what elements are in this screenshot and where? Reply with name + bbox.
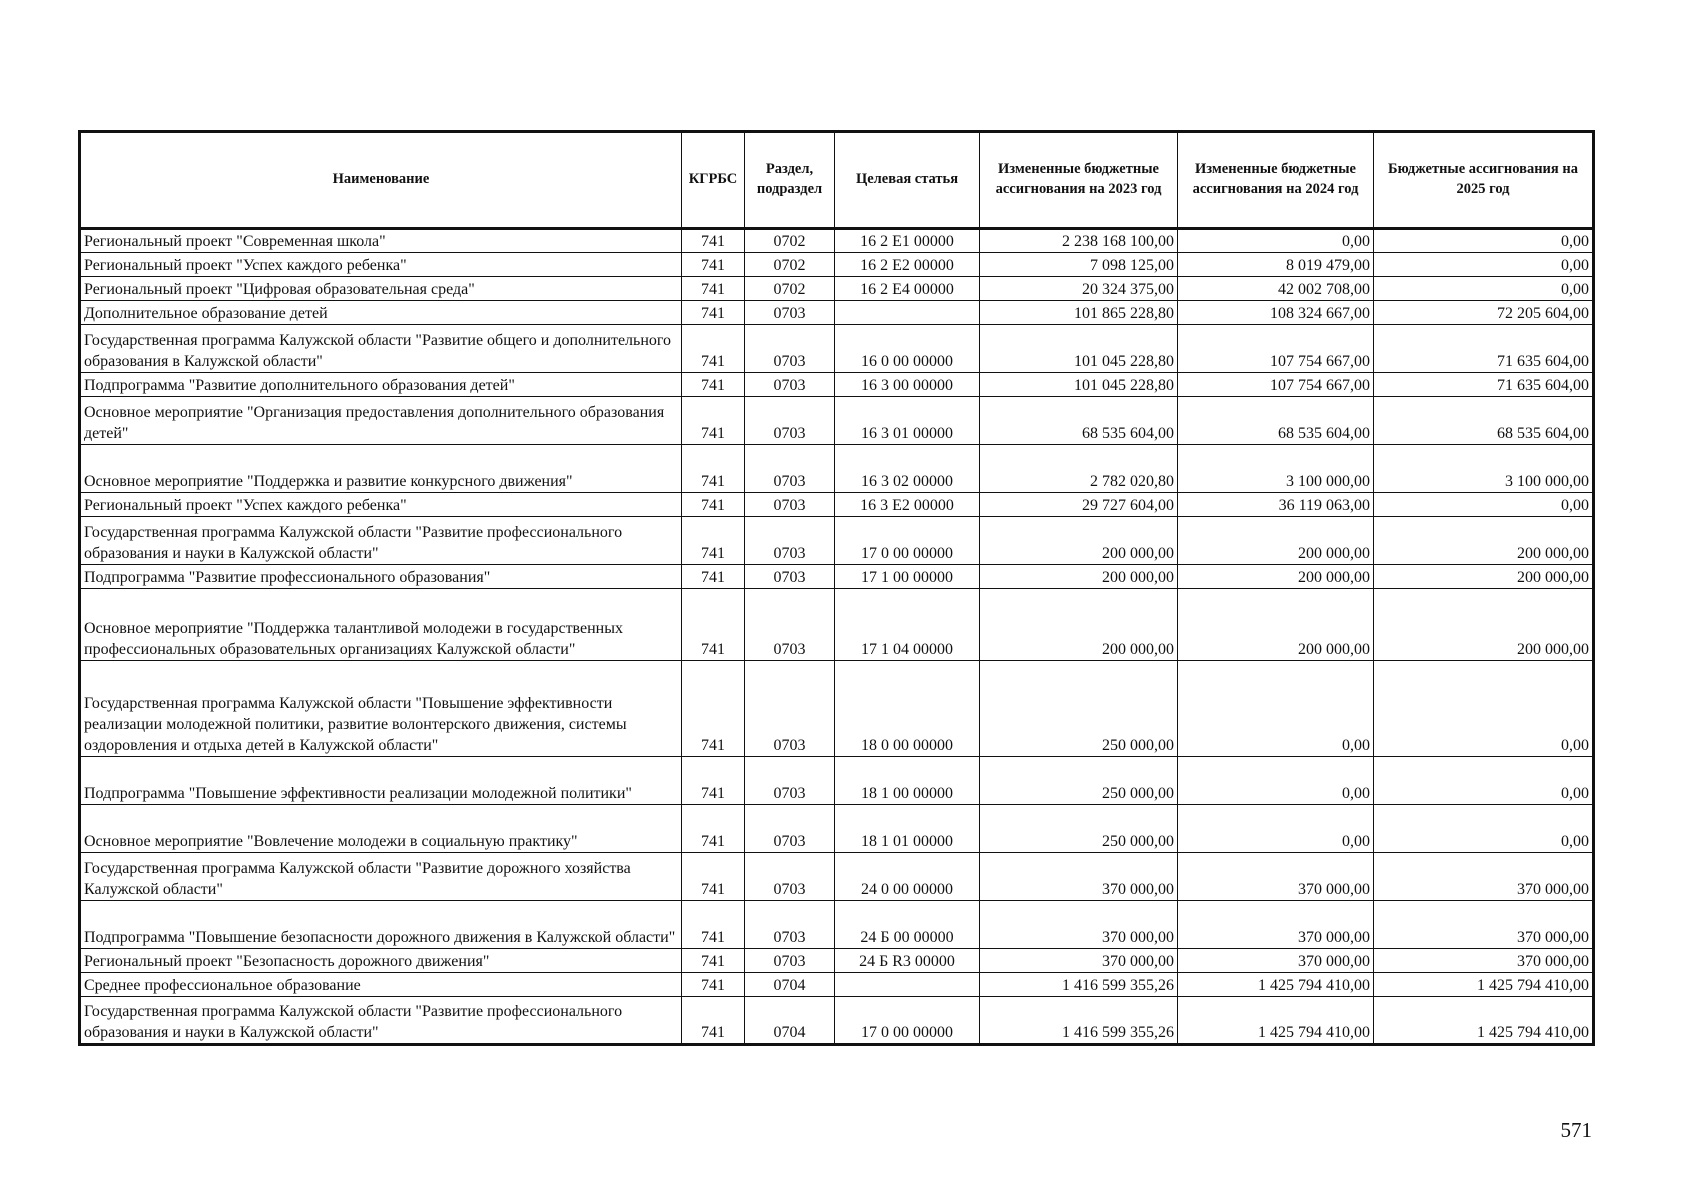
cell-name: Подпрограмма "Повышение эффективности реализации молодежной политики" [80,757,682,805]
cell-target: 17 1 00 00000 [835,565,980,589]
cell-kgrbs: 741 [682,757,745,805]
cell-section: 0703 [745,301,835,325]
cell-2024: 370 000,00 [1178,853,1374,901]
cell-2023: 20 324 375,00 [980,277,1178,301]
table-row [80,445,1594,493]
cell-target: 16 3 02 00000 [835,445,980,493]
cell-name: Основное мероприятие "Вовлечение молодежи в социальную практику" [80,805,682,853]
cell-2025: 200 000,00 [1374,589,1594,661]
table-row [80,661,1594,757]
cell-section: 0702 [745,229,835,253]
cell-target: 16 2 E2 00000 [835,253,980,277]
cell-2025: 200 000,00 [1374,565,1594,589]
cell-target: 24 0 00 00000 [835,853,980,901]
header-2025: Бюджетные ассигнования на 2025 год [1374,132,1594,229]
cell-2023: 370 000,00 [980,949,1178,973]
cell-2023: 29 727 604,00 [980,493,1178,517]
cell-2025: 0,00 [1374,277,1594,301]
cell-name: Подпрограмма "Развитие дополнительного образования детей" [80,373,682,397]
cell-target: 16 2 E1 00000 [835,229,980,253]
cell-2025: 3 100 000,00 [1374,445,1594,493]
cell-name: Региональный проект "Безопасность дорожного движения" [80,949,682,973]
table-body [80,229,1594,1045]
cell-name: Региональный проект "Успех каждого ребенка" [80,253,682,277]
table-row [80,229,1594,253]
cell-section: 0703 [745,325,835,373]
budget-sheet [78,130,1592,1046]
cell-2023: 200 000,00 [980,589,1178,661]
cell-2023: 250 000,00 [980,805,1178,853]
cell-section: 0704 [745,997,835,1045]
cell-2024: 107 754 667,00 [1178,325,1374,373]
cell-2025: 0,00 [1374,757,1594,805]
table-row [80,901,1594,949]
table-row [80,517,1594,565]
cell-2025: 0,00 [1374,493,1594,517]
cell-kgrbs: 741 [682,949,745,973]
cell-2023: 101 045 228,80 [980,373,1178,397]
cell-2023: 250 000,00 [980,757,1178,805]
cell-kgrbs: 741 [682,373,745,397]
cell-2025: 1 425 794 410,00 [1374,997,1594,1045]
cell-section: 0703 [745,901,835,949]
cell-section: 0703 [745,949,835,973]
cell-kgrbs: 741 [682,493,745,517]
cell-2024: 108 324 667,00 [1178,301,1374,325]
cell-2025: 370 000,00 [1374,901,1594,949]
cell-section: 0702 [745,277,835,301]
table-row [80,757,1594,805]
cell-kgrbs: 741 [682,229,745,253]
cell-target: 16 3 00 00000 [835,373,980,397]
cell-name: Среднее профессиональное образование [80,973,682,997]
table-header [80,132,1594,229]
cell-2023: 68 535 604,00 [980,397,1178,445]
cell-kgrbs: 741 [682,277,745,301]
cell-name: Государственная программа Калужской области "Повышение эффективности реализации молодежной политики, развитие волонтерского движения, системы оздоровления и отдыха детей в Калужской области" [80,661,682,757]
table-row [80,325,1594,373]
cell-section: 0703 [745,373,835,397]
cell-target: 17 0 00 00000 [835,997,980,1045]
cell-2023: 2 782 020,80 [980,445,1178,493]
table-row [80,493,1594,517]
cell-section: 0703 [745,445,835,493]
table-row [80,373,1594,397]
cell-name: Региональный проект "Успех каждого ребенка" [80,493,682,517]
cell-name: Подпрограмма "Развитие профессионального образования" [80,565,682,589]
cell-2025: 0,00 [1374,253,1594,277]
cell-section: 0703 [745,565,835,589]
cell-kgrbs: 741 [682,565,745,589]
cell-2024: 370 000,00 [1178,901,1374,949]
cell-section: 0704 [745,973,835,997]
cell-section: 0703 [745,853,835,901]
cell-2025: 370 000,00 [1374,853,1594,901]
cell-target: 17 1 04 00000 [835,589,980,661]
cell-name: Основное мероприятие "Поддержка талантливой молодежи в государственных профессиональных образовательных организациях Калужской области" [80,589,682,661]
cell-2023: 101 045 228,80 [980,325,1178,373]
cell-2023: 101 865 228,80 [980,301,1178,325]
table-row [80,301,1594,325]
cell-2023: 2 238 168 100,00 [980,229,1178,253]
cell-2025: 0,00 [1374,661,1594,757]
cell-name: Государственная программа Калужской области "Развитие дорожного хозяйства Калужской области" [80,853,682,901]
cell-kgrbs: 741 [682,805,745,853]
table-row [80,589,1594,661]
cell-kgrbs: 741 [682,301,745,325]
cell-kgrbs: 741 [682,397,745,445]
cell-kgrbs: 741 [682,517,745,565]
cell-kgrbs: 741 [682,589,745,661]
cell-kgrbs: 741 [682,253,745,277]
header-2023: Измененные бюджетные ассигнования на 2023 год [980,132,1178,229]
cell-target: 18 1 01 00000 [835,805,980,853]
table-row [80,277,1594,301]
cell-2025: 200 000,00 [1374,517,1594,565]
cell-2024: 200 000,00 [1178,589,1374,661]
cell-section: 0703 [745,661,835,757]
cell-target: 16 0 00 00000 [835,325,980,373]
cell-section: 0703 [745,493,835,517]
cell-2024: 8 019 479,00 [1178,253,1374,277]
cell-2025: 71 635 604,00 [1374,373,1594,397]
cell-2024: 370 000,00 [1178,949,1374,973]
table-row [80,805,1594,853]
cell-kgrbs: 741 [682,997,745,1045]
cell-section: 0703 [745,805,835,853]
cell-2023: 200 000,00 [980,565,1178,589]
cell-2024: 68 535 604,00 [1178,397,1374,445]
cell-2024: 200 000,00 [1178,517,1374,565]
header-row [80,132,1594,229]
table-row [80,253,1594,277]
cell-2025: 370 000,00 [1374,949,1594,973]
cell-name: Государственная программа Калужской области "Развитие профессионального образования и науки в Калужской области" [80,997,682,1045]
cell-2024: 107 754 667,00 [1178,373,1374,397]
cell-2023: 7 098 125,00 [980,253,1178,277]
cell-2024: 1 425 794 410,00 [1178,973,1374,997]
cell-section: 0703 [745,757,835,805]
table-row [80,949,1594,973]
cell-target: 24 Б R3 00000 [835,949,980,973]
cell-kgrbs: 741 [682,445,745,493]
cell-section: 0703 [745,517,835,565]
cell-target: 16 2 E4 00000 [835,277,980,301]
header-2024: Измененные бюджетные ассигнования на 2024 год [1178,132,1374,229]
cell-target [835,301,980,325]
cell-2023: 1 416 599 355,26 [980,997,1178,1045]
cell-2024: 0,00 [1178,661,1374,757]
cell-2023: 370 000,00 [980,853,1178,901]
cell-2024: 0,00 [1178,229,1374,253]
cell-name: Основное мероприятие "Организация предоставления дополнительного образования детей" [80,397,682,445]
cell-name: Государственная программа Калужской области "Развитие общего и дополнительного образования в Калужской области" [80,325,682,373]
cell-2023: 200 000,00 [980,517,1178,565]
cell-kgrbs: 741 [682,661,745,757]
cell-section: 0702 [745,253,835,277]
header-kgrbs: КГРБС [682,132,745,229]
cell-name: Региональный проект "Современная школа" [80,229,682,253]
table-row [80,853,1594,901]
cell-name: Региональный проект "Цифровая образовательная среда" [80,277,682,301]
cell-2024: 200 000,00 [1178,565,1374,589]
cell-2024: 1 425 794 410,00 [1178,997,1374,1045]
table-row [80,397,1594,445]
cell-kgrbs: 741 [682,325,745,373]
cell-kgrbs: 741 [682,853,745,901]
cell-target: 18 1 00 00000 [835,757,980,805]
cell-2025: 72 205 604,00 [1374,301,1594,325]
cell-target: 24 Б 00 00000 [835,901,980,949]
cell-2024: 0,00 [1178,757,1374,805]
cell-name: Основное мероприятие "Поддержка и развитие конкурсного движения" [80,445,682,493]
cell-target: 16 3 E2 00000 [835,493,980,517]
cell-name: Государственная программа Калужской области "Развитие профессионального образования и науки в Калужской области" [80,517,682,565]
cell-name: Дополнительное образование детей [80,301,682,325]
cell-2025: 71 635 604,00 [1374,325,1594,373]
cell-2024: 42 002 708,00 [1178,277,1374,301]
cell-kgrbs: 741 [682,973,745,997]
cell-section: 0703 [745,397,835,445]
cell-2025: 1 425 794 410,00 [1374,973,1594,997]
table-row [80,997,1594,1045]
cell-section: 0703 [745,589,835,661]
cell-target: 16 3 01 00000 [835,397,980,445]
cell-2023: 1 416 599 355,26 [980,973,1178,997]
cell-2025: 68 535 604,00 [1374,397,1594,445]
cell-name: Подпрограмма "Повышение безопасности дорожного движения в Калужской области" [80,901,682,949]
table-row [80,973,1594,997]
cell-target: 17 0 00 00000 [835,517,980,565]
page-number: 571 [1560,1118,1592,1142]
budget-table [78,130,1595,1046]
header-section: Раздел, подраздел [745,132,835,229]
cell-kgrbs: 741 [682,901,745,949]
cell-target [835,973,980,997]
header-name: Наименование [80,132,682,229]
cell-2025: 0,00 [1374,805,1594,853]
cell-2023: 370 000,00 [980,901,1178,949]
cell-2025: 0,00 [1374,229,1594,253]
cell-2024: 0,00 [1178,805,1374,853]
cell-2024: 3 100 000,00 [1178,445,1374,493]
cell-target: 18 0 00 00000 [835,661,980,757]
cell-2023: 250 000,00 [980,661,1178,757]
table-row [80,565,1594,589]
cell-2024: 36 119 063,00 [1178,493,1374,517]
header-target: Целевая статья [835,132,980,229]
